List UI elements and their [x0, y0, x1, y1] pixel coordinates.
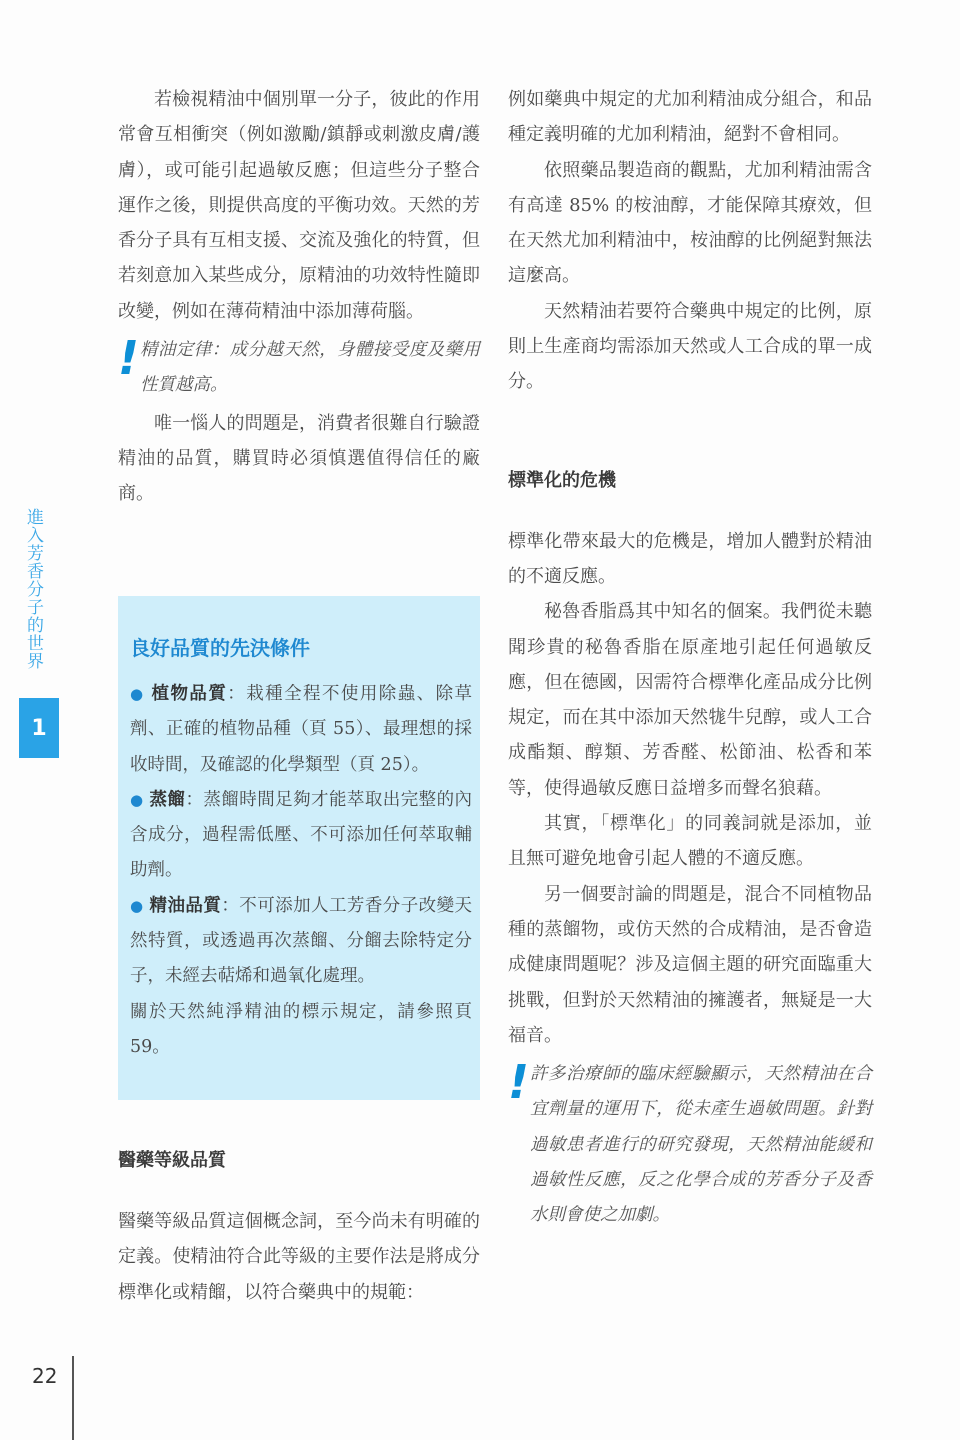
right-paragraph-1: 例如藥典中規定的尤加利精油成分組合，和品種定義明確的尤加利精油，絕對不會相同。 [508, 89, 872, 146]
box-item-oil-quality: ● 精油品質：不可添加人工芳香分子改變天然特質，或透過再次蒸餾、分餾去除特定分子，未經去萜烯和過氧化處理。 [130, 895, 473, 987]
section-heading-standardization: 標準化的危機 [508, 469, 616, 491]
exclamation-icon: ! [508, 1055, 529, 1110]
box-item-distillation: ● 蒸餾：蒸餾時間足夠才能萃取出完整的內含成分，過程需低壓、不可添加任何萃取輔助劑。 [130, 789, 473, 881]
right-paragraph-5: 秘魯香脂爲其中知名的個案。我們從未聽聞珍貴的秘魯香脂在原產地引起任何過敏反應，但在德國，因需符合標準化產品成分比例規定，而在其中添加天然牻牛兒醇，或人工合成酯類、醇類、芳香醛、松節油、松香和苯等，使得過敏反應日益增多而聲名狼藉。 [508, 601, 872, 799]
box-item-plant-quality: ● 植物品質：栽種全程不使用除蟲、除草劑、正確的植物品種（頁 55）、最理想的採收時間，及確認的化學類型（頁 25）。 [130, 684, 472, 775]
left-paragraph-2: 唯一惱人的問題是，消費者很難自行驗證精油的品質，購買時必須慎選值得信任的廠商。 [118, 412, 480, 505]
chapter-title-vertical: 進入芳香分子的世界 [23, 508, 43, 670]
box-footer-note: 關於天然純淨精油的標示規定，請參照頁 59。 [130, 1001, 472, 1057]
exclamation-icon: ! [118, 331, 139, 386]
quality-prerequisites-box [118, 596, 480, 1100]
left-paragraph-3: 醫藥等級品質這個概念詞，至今尚未有明確的定義。使精油符合此等級的主要作法是將成分標準化或精餾，以符合藥典中的規範： [118, 1211, 480, 1303]
right-paragraph-3: 天然精油若要符合藥典中規定的比例，原則上生產商均需添加天然或人工合成的單一成分。 [508, 300, 872, 393]
principle-note-text: 精油定律：成分越天然，身體接受度及藥用性質越高。 [140, 340, 480, 396]
clinical-note-text: 許多治療師的臨床經驗顯示，天然精油在合宜劑量的運用下，從未產生過敏問題。針對過敏患者進行的研究發現，天然精油能緩和過敏性反應，反之化學合成的芳香分子及香水則會使之加劇。 [530, 1064, 872, 1226]
chapter-number-tab: 1 [19, 698, 59, 758]
bullet-icon: ● [130, 896, 144, 915]
page-rule [72, 1356, 74, 1440]
page-number: 22 [32, 1364, 58, 1388]
right-paragraph-6: 其實，「標準化」的同義詞就是添加，並且無可避免地會引起人體的不適反應。 [508, 813, 872, 870]
right-column [508, 82, 872, 1234]
right-paragraph-2: 依照藥品製造商的觀點，尤加利精油需含有高達 85% 的桉油醇，才能保障其療效，但在天然尤加利精油中，桉油醇的比例絕對無法這麼高。 [508, 159, 872, 287]
left-column-lower [118, 1146, 480, 1310]
bullet-icon: ● [130, 790, 144, 809]
right-paragraph-4: 標準化帶來最大的危機是，增加人體對於精油的不適反應。 [508, 530, 872, 587]
right-paragraph-7: 另一個要討論的問題是，混合不同植物品種的蒸餾物，或仿天然的合成精油，是否會造成健康問題呢？涉及這個主題的研究面臨重大挑戰，但對於天然精油的擁護者，無疑是一大福音。 [508, 883, 872, 1046]
left-paragraph-1: 若檢視精油中個別單一分子，彼此的作用常會互相衝突（例如激勵/鎮靜或刺激皮膚/護膚），或可能引起過敏反應；但這些分子整合運作之後，則提供高度的平衡功效。天然的芳香分子具有互相支援、交流及強化的特質，但若刻意加入某些成分，原精油的功效特性隨即改變，例如在薄荷精油中添加薄荷腦。 [118, 89, 480, 322]
left-column [118, 82, 480, 512]
box-title: 良好品質的先決條件 [130, 636, 310, 660]
bullet-icon: ● [130, 685, 145, 703]
principle-note [118, 333, 480, 404]
clinical-note [508, 1057, 872, 1233]
section-heading-pharma-grade: 醫藥等級品質 [118, 1150, 226, 1171]
